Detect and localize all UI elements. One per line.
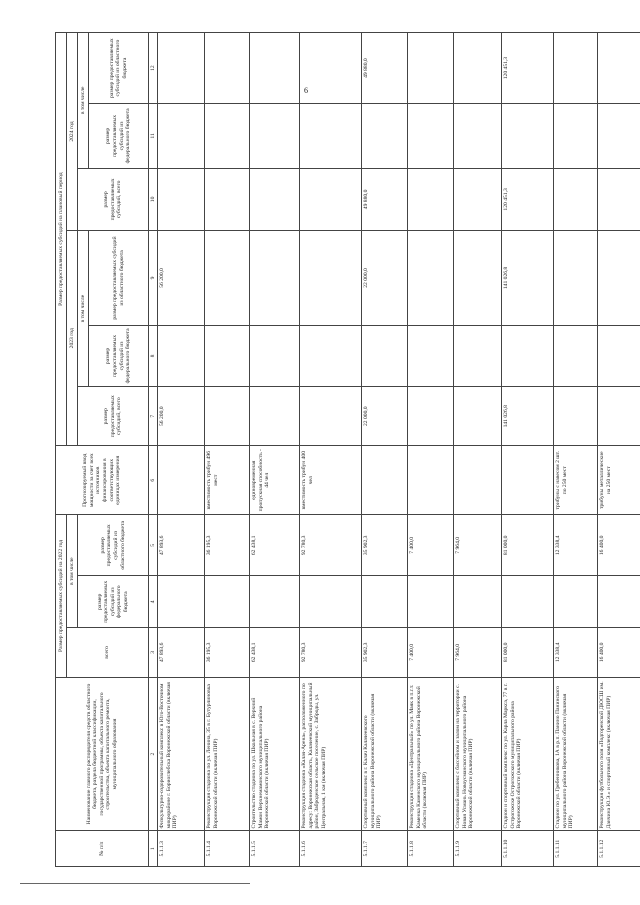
col-index: 6	[149, 446, 158, 515]
total-2022: 7 400,0	[408, 628, 454, 678]
reg-2024	[300, 33, 362, 104]
reg-2024: 120 451,3	[502, 33, 554, 104]
total-2023	[205, 387, 250, 446]
fed-2023	[502, 325, 554, 386]
fed-2022	[362, 576, 408, 628]
col-index: 1	[149, 831, 158, 867]
capacity	[158, 446, 205, 515]
table-body	[158, 33, 640, 867]
fed-2024	[408, 104, 454, 169]
total-2022: 35 902,3	[362, 628, 408, 678]
col-index: 4	[149, 576, 158, 628]
total-2024	[554, 168, 598, 230]
reg-2023	[300, 231, 362, 326]
fed-2024	[362, 104, 408, 169]
total-2023: 22 000,0	[362, 387, 408, 446]
total-2023: 56 200,0	[158, 387, 205, 446]
fed-2024	[502, 104, 554, 169]
row-name: Реконструкция футбольного поля «Подгоренской ДЮСШ им. Данчина Ю.Э.» и спортивный комплекс (включая ПИР)	[598, 677, 640, 831]
fed-2022	[158, 576, 205, 628]
header-total-2022: всего	[67, 628, 149, 678]
header-reg-2023: размер предоставляемых субсидий из областного бюджета	[89, 231, 149, 326]
header-reg-2022: размер предоставляемых субсидий из областного бюджета	[78, 515, 149, 576]
reg-2022: 12 338,4	[554, 515, 598, 576]
reg-2024	[554, 33, 598, 104]
capacity	[408, 446, 454, 515]
total-2022: 7 964,0	[454, 628, 502, 678]
fed-2024	[158, 104, 205, 169]
capacity: вместимость трибун 496 мест	[205, 446, 250, 515]
header-incl-2022: в том числе	[67, 515, 78, 628]
reg-2024: 49 880,0	[362, 33, 408, 104]
total-2023	[598, 387, 640, 446]
table-row	[158, 33, 205, 867]
fed-2023	[300, 325, 362, 386]
fed-2022	[250, 576, 300, 628]
footnote-divider	[20, 883, 250, 884]
fed-2024	[554, 104, 598, 169]
capacity: единовременная пропускная способность - 44 чел	[250, 446, 300, 515]
header-incl-2023: в том числе	[78, 231, 89, 387]
reg-2023: 56 200,0	[158, 231, 205, 326]
total-2022: 16 400,0	[598, 628, 640, 678]
total-2024	[408, 168, 454, 230]
col-index: 8	[149, 325, 158, 386]
fed-2023	[205, 325, 250, 386]
header-group-2022: Размер предоставляемых субсидий на 2022 год	[56, 515, 67, 677]
row-number: 5.1.1.6	[300, 831, 362, 867]
header-capacity: Прогнозируемый ввод мощности за счет всех источников финансирования в соответствующих единицах измерения	[56, 446, 149, 515]
header-total-2024: размер предоставляемых субсидий, всего	[78, 168, 149, 230]
reg-2024	[250, 33, 300, 104]
column-index-row	[149, 33, 158, 867]
total-2022: 12 338,4	[554, 628, 598, 678]
capacity: трибуны металлические на 250 мест	[598, 446, 640, 515]
row-name: Стадион по ул. Гребенникова, 1А в р.п. Панино Панинского муниципального района Воронежской области (включая ПИР)	[554, 677, 598, 831]
fed-2024	[454, 104, 502, 169]
table-row	[598, 33, 640, 867]
total-2022: 36 195,3	[205, 628, 250, 678]
rotated-table-container	[55, 32, 612, 867]
total-2022: 81 000,0	[502, 628, 554, 678]
capacity	[362, 446, 408, 515]
total-2024	[250, 168, 300, 230]
reg-2024	[158, 33, 205, 104]
reg-2024	[598, 33, 640, 104]
row-number: 5.1.1.10	[502, 831, 554, 867]
reg-2022: 47 893,6	[158, 515, 205, 576]
row-number: 5.1.1.12	[598, 831, 640, 867]
reg-2022: 7 400,0	[408, 515, 454, 576]
table-row	[554, 33, 598, 867]
fed-2023	[158, 325, 205, 386]
row-number: 5.1.1.5	[250, 831, 300, 867]
header-fed-2023: размер предоставляемых субсидий из федерального бюджета	[89, 325, 149, 386]
row-name: Реконструкция стадиона «Центральный» по ул. Маяк в п.г.т. Каменка Каменского муниципального района Воронежской области (включая ПИР)	[408, 677, 454, 831]
reg-2023: 22 000,0	[362, 231, 408, 326]
fed-2022	[554, 576, 598, 628]
fed-2024	[598, 104, 640, 169]
reg-2023	[408, 231, 454, 326]
table-row	[362, 33, 408, 867]
reg-2023	[598, 231, 640, 326]
reg-2023: 141 026,8	[502, 231, 554, 326]
header-incl-2024: в том числе	[78, 33, 89, 169]
row-name: Спортивный комплекс с бассейном и залом на территории с. Новая Усмань Новоусманского муниципального района Воронежской области (включая ПИР)	[454, 677, 502, 831]
reg-2022: 92 780,3	[300, 515, 362, 576]
row-name: Физкультурно-оздоровительный комплекс в Юго-Восточном микрорайоне г. Бориоглебска Воронежской области (включая ПИР)	[158, 677, 205, 831]
reg-2022: 36 195,3	[205, 515, 250, 576]
reg-2022: 35 902,3	[362, 515, 408, 576]
capacity	[502, 446, 554, 515]
total-2023	[454, 387, 502, 446]
col-index: 12	[149, 33, 158, 104]
row-number: 5.1.1.4	[205, 831, 250, 867]
total-2022: 92 780,3	[300, 628, 362, 678]
total-2022: 47 893,6	[158, 628, 205, 678]
row-name: Спортивный комплекс в г. Калач Калачеевского муниципального района Воронежской области (включая ПИР)	[362, 677, 408, 831]
table-row	[454, 33, 502, 867]
row-name: Реконструкция стадиона по ул. Ленина, 35 в г. Бутурлиновка Воронежской области (включая ПИР)	[205, 677, 250, 831]
reg-2023	[554, 231, 598, 326]
total-2024	[300, 168, 362, 230]
table-row	[250, 33, 300, 867]
row-number: 5.1.1.11	[554, 831, 598, 867]
row-number: 5.1.1.3	[158, 831, 205, 867]
reg-2022: 7 964,0	[454, 515, 502, 576]
total-2023	[554, 387, 598, 446]
total-2024	[454, 168, 502, 230]
header-year-2024: 2024 год	[67, 33, 78, 231]
header-reg-2024: размер предоставляемых субсидий из областного бюджета	[89, 33, 149, 104]
total-2024	[205, 168, 250, 230]
fed-2022	[598, 576, 640, 628]
fed-2022	[502, 576, 554, 628]
header-year-2023: 2023 год	[67, 231, 78, 446]
reg-2024	[408, 33, 454, 104]
total-2023: 141 026,8	[502, 387, 554, 446]
total-2024	[598, 168, 640, 230]
reg-2023	[454, 231, 502, 326]
row-number: 5.1.1.8	[408, 831, 454, 867]
col-index: 10	[149, 168, 158, 230]
col-index: 3	[149, 628, 158, 678]
fed-2022	[300, 576, 362, 628]
total-2023	[408, 387, 454, 446]
header-fed-2022: размер предоставляемых субсидий из федерального бюджета	[78, 576, 149, 628]
fed-2024	[205, 104, 250, 169]
total-2023	[300, 387, 362, 446]
table-row	[205, 33, 250, 867]
reg-2024	[454, 33, 502, 104]
fed-2022	[454, 576, 502, 628]
table-row	[300, 33, 362, 867]
fed-2024	[250, 104, 300, 169]
total-2024: 49 880,0	[362, 168, 408, 230]
reg-2023	[250, 231, 300, 326]
reg-2022: 81 000,0	[502, 515, 554, 576]
fed-2023	[454, 325, 502, 386]
header-name: Наименование главного распорядителя средств областного бюджета, раздела бюджетной классификации, государственной программы, объекта капитального строительства, объекта капитального ремонта, муниципального образования	[56, 677, 149, 831]
fed-2022	[408, 576, 454, 628]
col-index: 5	[149, 515, 158, 576]
header-total-2023: размер предоставляемых субсидий, всего	[78, 387, 149, 446]
row-number: 5.1.1.7	[362, 831, 408, 867]
fed-2023	[250, 325, 300, 386]
reg-2022: 16 400,0	[598, 515, 640, 576]
header-no: № п/п	[56, 831, 149, 867]
capacity	[454, 446, 502, 515]
page-number: 6	[304, 86, 308, 95]
table-row	[502, 33, 554, 867]
header-group-plan: Размер предоставляемых субсидий на плановый период	[56, 33, 67, 446]
header-fed-2024: размер предоставляемых субсидий из федерального бюджета	[89, 104, 149, 169]
total-2024	[158, 168, 205, 230]
row-name: Стадион и спортивный комплекс по ул. Карла Маркса, 77 в г. Острогожске Острогожского муниципального района Воронежской области (включая ПИР)	[502, 677, 554, 831]
total-2022: 62 438,1	[250, 628, 300, 678]
col-index: 11	[149, 104, 158, 169]
row-number: 5.1.1.9	[454, 831, 502, 867]
capacity: вместимость трибун 400 чел	[300, 446, 362, 515]
reg-2023	[205, 231, 250, 326]
row-name: Реконструкция стадиона «Калач-Арена», расположенного по адресу: Воронежская область, Калачеевский муниципальный район, Заброденское сельское поселение, с. Заброды, ул. Центральная, 1 км (включая ПИР)	[300, 677, 362, 831]
col-index: 9	[149, 231, 158, 326]
reg-2022: 62 438,1	[250, 515, 300, 576]
col-index: 2	[149, 677, 158, 831]
fed-2024	[300, 104, 362, 169]
table-row	[408, 33, 454, 867]
row-name: Строительство стадиона по ул. Школьная в с. Верхний Мамон Верхнемамонского муниципального района Воронежской области (включая ПИР)	[250, 677, 300, 831]
subsidies-table	[55, 32, 640, 867]
total-2024: 120 451,3	[502, 168, 554, 230]
fed-2023	[598, 325, 640, 386]
fed-2022	[205, 576, 250, 628]
fed-2023	[554, 325, 598, 386]
reg-2024	[205, 33, 250, 104]
capacity: трибуны с навесом 2 шт. по 250 мест	[554, 446, 598, 515]
col-index: 7	[149, 387, 158, 446]
fed-2023	[408, 325, 454, 386]
total-2023	[250, 387, 300, 446]
fed-2023	[362, 325, 408, 386]
